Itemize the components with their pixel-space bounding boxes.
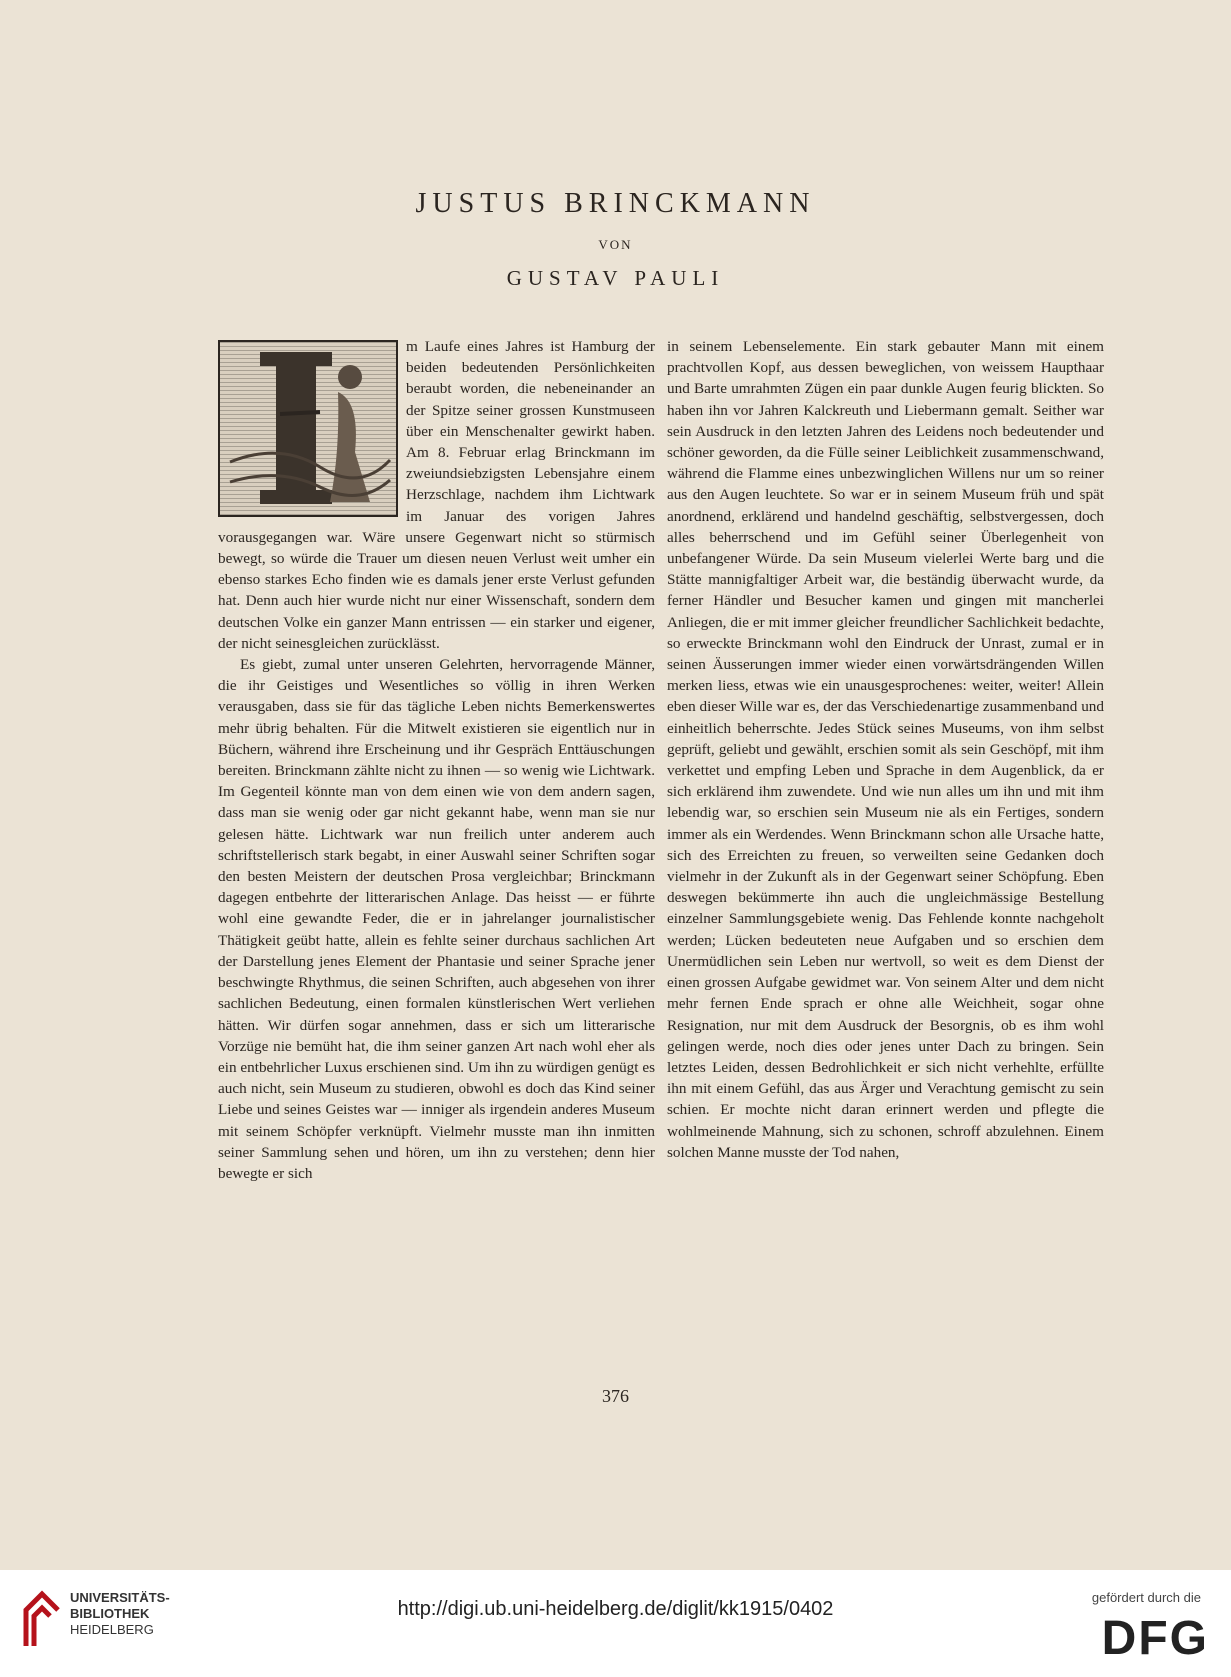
footer-bar [0,1570,1231,1677]
article-title: JUSTUS BRINCKMANN [415,188,816,219]
article-author: GUSTAV PAULI [506,266,725,290]
paragraph: Es giebt, zumal unter unseren Gelehrten, hervorragende Männer, die ihr Geistiges und Wesentliches so völlig in ihren Werken verausgaben, dass sie für das tägliche Leben nichts Bemerkenswertes mehr übrig behalten. Für die Mitwelt existieren sie eigentlich nur in Büchern, während ihre Erscheinung und ihr Gespräch Enttäuschungen bereiten. Brinckmann zählte nicht zu ihnen — so wenig wie Lichtwark. Im Gegenteil könnte man von dem einen wie von dem andern sagen, dass man sie wenig oder gar nicht gekannt habe, wenn man sie nur gelesen hätte. Lichtwark war nun freilich unter anderem auch schriftstellerisch stark begabt, in einer Auswahl seiner Schriften sogar den besten Meistern der deutschen Prosa vergleichbar; Brinckmann dagegen entbehrte der litterarischen Anlage. Das heisst — er führte wohl eine gewandte Feder, die er in jahrelanger journalistischer Thätigkeit geübt hatte, allein es fehlte seiner durchaus sachlichen Art der Darstellung jenes Element der Phantasie und seiner Sprache jener beschwingte Rhythmus, die seinen Schriften, auch abgesehen von ihrer sachlichen Bedeutung, einen formalen künstlerischen Wert verliehen hätten. Wir dürfen sogar annehmen, dass er sich um litterarische Vorzüge nie bemüht hat, die ihm seiner ganzen Art nach wohl eher als ein entbehrlicher Luxus erschienen sind. Um ihn zu würdigen genügt es auch nicht, sein Museum zu studieren, obwohl es doch das Kind seiner Liebe und seines Geistes war — inniger als irgendein anderes Museum mit seinem Schöpfer verknüpft. Vielmehr musste man ihn inmitten seiner Sammlung sehen und hören, um ihn zu verstehen; denn hier bewegte er sich [218,656,655,1182]
library-name-line: HEIDELBERG [70,1622,154,1637]
library-name-line: BIBLIOTHEK [70,1606,150,1621]
decorated-initial-i-illustration [218,340,398,517]
text-column-right [667,336,1104,1163]
byline-von: VON [598,237,633,252]
funded-by-label: gefördert durch die [1091,1590,1201,1605]
permalink-url[interactable]: http://digi.ub.uni-heidelberg.de/diglit/kk1915/0402 [397,1598,834,1620]
paragraph: m Laufe eines Jahres ist Hamburg der beiden bedeutenden Persönlichkeiten beraubt worden, die nebeneinander an der Spitze seiner grossen Kunstmuseen über ein Menschenalter gewirkt haben. Am 8. Februar erlag Brinckmann im zweiundsiebzigsten Lebensjahre einem Herzschlage, nachdem ihm Lichtwark im Januar des vorigen Jahres vorausgegangen war. Wäre unsere Gegenwart nicht so stürmisch bewegt, so würde die Trauer um diesen neuen Verlust weit umher ein ebenso starkes Echo finden wie es damals jener erste Verlust gefunden hat. Denn auch hier wurde nicht nur einer Wissenschaft, sondern dem deutschen Volke ein ganzer Mann entrissen — ein starker und eigener, der nicht seinesgleichen zurücklässt. [218,338,655,652]
library-name-line: UNIVERSITÄTS- [70,1590,170,1605]
dfg-logo: DFG [1101,1612,1209,1665]
paragraph: in seinem Lebenselemente. Ein stark gebauter Mann mit einem prachtvollen Kopf, aus dessen beweglichen, von weissem Haupthaar und Barte umrahmten Zügen ein paar dunkle Augen feurig blickten. So haben ihn vor Jahren Kalckreuth und Liebermann gemalt. Seither war sein Ausdruck in den letzten Jahren des Leidens noch bedeutender und schöner geworden, da die Fülle seiner Leiblichkeit zusammenschwand, während die Flamme eines unbezwinglichen Willens nur um so reiner aus den Augen leuchtete. So war er in seinem Museum früh und spät anordnend, erklärend und handelnd geschäftig, selbstvergessen, doch alles beherrschend und im Gefühl seiner Überlegenheit von unbefangener Würde. Da sein Museum vielerlei Werte barg und die Stätte mannigfaltiger Arbeit war, die beständig überwacht wurde, da ferner Händler und Besucher kamen und gingen mit mancherlei Anliegen, die er mit immer gleicher freundlicher Sachlichkeit bedachte, so erweckte Brinckmann wohl den Eindruck der Unrast, zumal er in seinen Äusserungen immer wieder einen vorwärtsdrängenden Willen merken liess, etwas wie ein unausgesprochenes: weiter, weiter! Allein eben dieser Wille war es, der das Verschiedenartige zusammenband und einheitlich beherrschte. Jedes Stück seines Museums, von ihm selbst geprüft, geliebt und gewählt, erschien somit als sein Geschöpf, mit ihm verkettet und empfing Leben und Sprache in dem Augenblick, da er sich erklärend ihm zuwendete. Und wie nun alles um ihn und mit ihm lebendig war, so erschien sein Museum nie als ein Fertiges, sondern immer als ein Werdendes. Wenn Brinckmann schon alle Ursache hatte, sich des Erreichten zu freuen, so verweilten seine Gedanken doch vielmehr in der Zukunft als in der Gegenwart seiner Schöpfung. Eben deswegen bekümmerte ihn auch die ungleichmässige Bestellung einzelner Sammlungsgebiete wenig. Das Fehlende konnte nachgeholt werden; Lücken bedeuteten neue Aufgaben und so erschien dem Unermüdlichen sein Leben nur wertvoll, so weit es dem Dienst der einen grossen Aufgabe gewidmet war. Von seinem Alter und dem nicht mehr fernen Ende sprach er ohne alle Weichheit, sogar ohne Resignation, nur mit dem Ausdruck der Besorgnis, ob es ihm wohl gelingen werde, noch dies oder jenes unter Dach zu bringen. Sein letztes Leiden, dessen Bedrohlichkeit er sich nicht verhehlte, erfüllte ihn mit einem Gefühl, das aus Ärger und Verachtung gemischt zu sein schien. Er mochte nicht daran erinnert werden und pflegte die wohlmeinende Mahnung, sich zu schonen, schroff abzulehnen. Einem solchen Manne musste der Tod nahen, [667,338,1104,1161]
page-number: 376 [602,1386,629,1406]
text-column-left [218,336,655,1184]
